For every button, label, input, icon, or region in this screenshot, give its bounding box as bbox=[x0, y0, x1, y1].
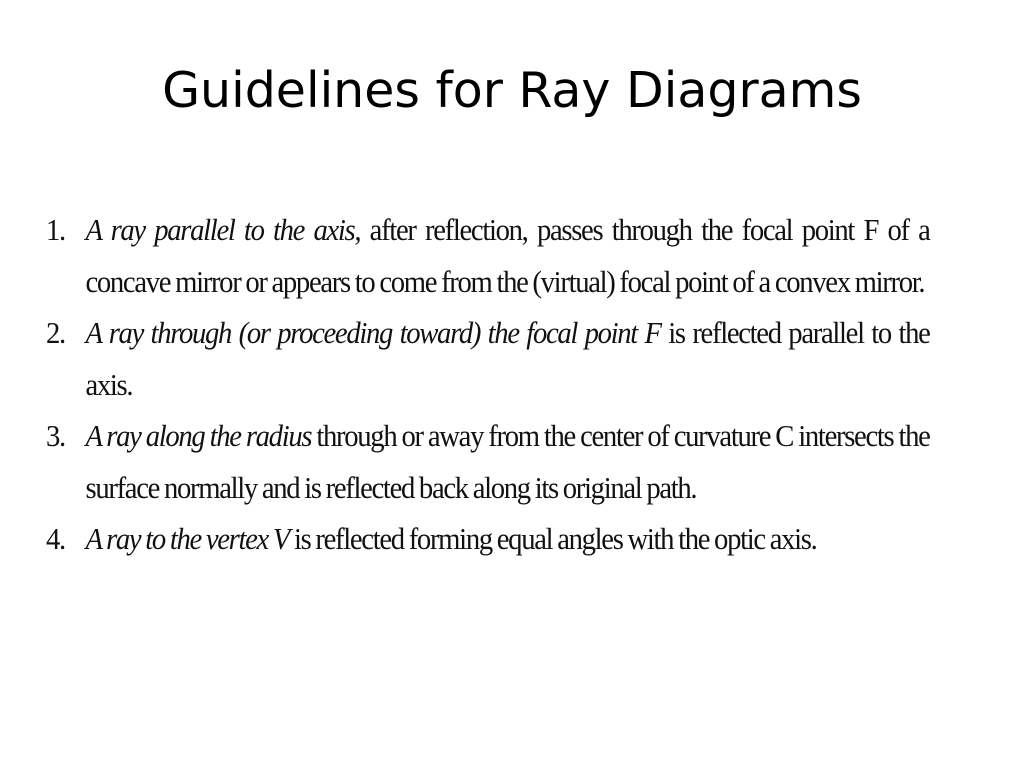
rule-text: is reflected forming equal angles with the optic axis. bbox=[289, 522, 817, 556]
rule-item-4 bbox=[46, 514, 930, 566]
rule-italic-text: A ray along the radius bbox=[85, 419, 312, 453]
rule-text: is reflected parallel to the axis. bbox=[85, 316, 930, 402]
slide-title: Guidelines for Ray Diagrams bbox=[162, 62, 862, 119]
rule-number: 4. bbox=[46, 522, 65, 556]
rule-number: 1. bbox=[46, 213, 65, 247]
rule-number: 3. bbox=[46, 419, 65, 453]
rule-item-3 bbox=[46, 411, 930, 514]
rule-text: after reflection, passes through the focal point F of a concave mirror or appears to come from the (virtual) focal point of a convex mirror. bbox=[85, 213, 930, 299]
rule-item-2 bbox=[46, 308, 930, 411]
rule-text: through or away from the center of curvature C intersects the surface normally and is reflected back along its original path. bbox=[85, 419, 930, 505]
rule-item-1 bbox=[46, 205, 930, 308]
rule-italic-text: A ray to the vertex V bbox=[85, 522, 290, 556]
ray-diagram-rules-list bbox=[46, 205, 930, 566]
rule-italic-text: A ray through (or proceeding toward) the focal point F bbox=[85, 316, 661, 350]
rule-italic-text: A ray parallel to the axis, bbox=[85, 213, 361, 247]
rule-number: 2. bbox=[46, 316, 65, 350]
